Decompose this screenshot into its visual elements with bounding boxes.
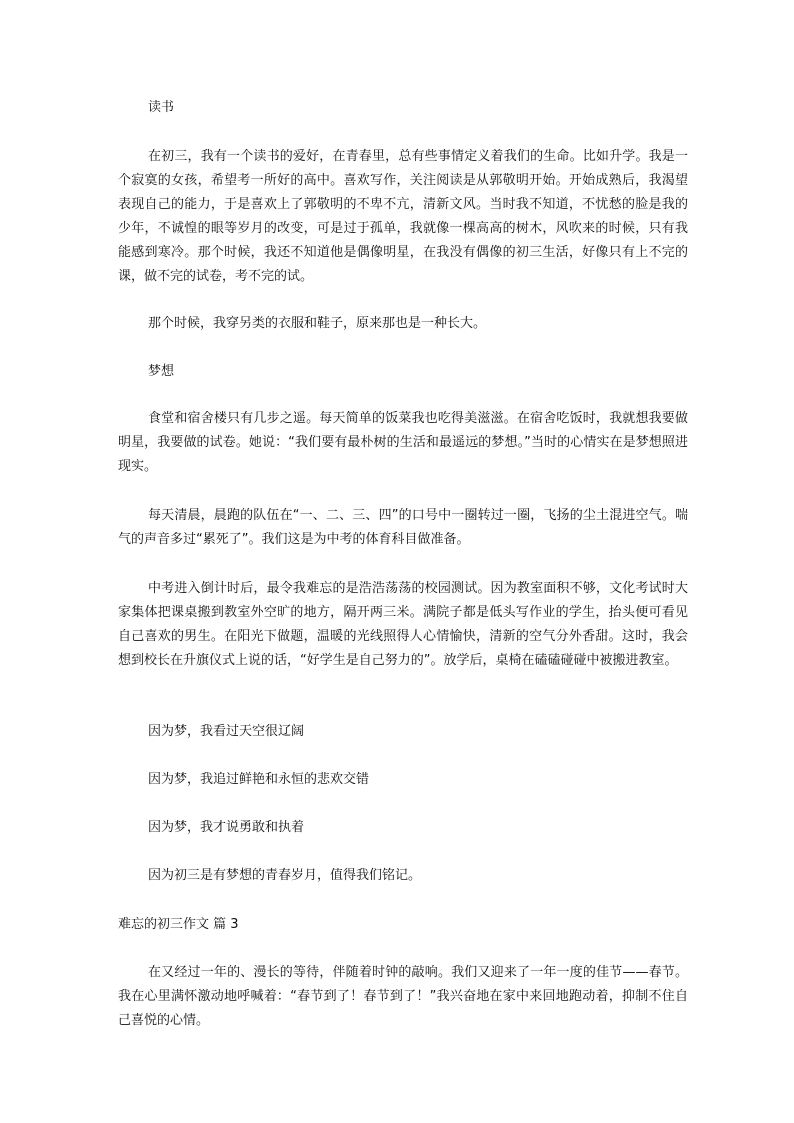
poem-line-2: 因为梦，我追过鲜艳和永恒的悲欢交错 xyxy=(148,772,370,787)
paragraph-morning-run: 每天清晨，晨跑的队伍在“一、二、三、四”的口号中一圈转过一圈，飞扬的尘土混进空气。喘气的声音多过“累死了”。我们这是为中考的体育科目做准备。 xyxy=(118,508,688,547)
section-title: 难忘的初三作文 篇 3 xyxy=(118,917,239,932)
poem-line-4: 因为初三是有梦想的青春岁月，值得我们铭记。 xyxy=(148,868,422,883)
paragraph-exam: 中考进入倒计时后，最令我难忘的是浩浩荡荡的校园测试。因为教室面积不够，文化考试时大家集体把课桌搬到教室外空旷的地方，隔开两三米。满院子都是低头写作业的学生，抬头便可看见自己喜欢的男生。在阳光下做题，温暖的光线照得人心情愉快，清新的空气分外香甜。这时，我会想到校长在升旗仪式上说的话，“好学生是自己努力的”。放学后，桌椅在磕磕碰碰中被搬进教室。 xyxy=(118,581,688,668)
paragraph-spring-festival: 在又经过一年的、漫长的等待，伴随着时钟的敲响。我们又迎来了一年一度的佳节——春节。我在心里满怀激动地呼喊着：“春节到了！春节到了！”我兴奋地在家中来回地跑动着，抑制不住自己喜悦的心情。 xyxy=(118,965,688,1028)
paragraph-canteen: 食堂和宿舍楼只有几步之遥。每天简单的饭菜我也吃得美滋滋。在宿舍吃饭时，我就想我要做明星，我要做的试卷。她说：“我们要有最朴树的生活和最遥远的梦想。”当时的心情实在是梦想照进现实。 xyxy=(118,411,688,474)
subheading-reading: 读书 xyxy=(148,100,175,115)
paragraph-reading: 在初三，我有一个读书的爱好，在青春里，总有些事情定义着我们的生命。比如升学。我是一个寂寞的女孩，希望考一所好的高中。喜欢写作，关注阅读是从郭敬明开始。开始成熟后，我渴望表现自己的能力，于是喜欢上了郭敬明的不卑不亢，清新文风。当时我不知道，不忧愁的脸是我的少年，不诚惶的眼等岁月的改变，可是过于孤单，我就像一棵高高的树木，风吹来的时候，只有我能感到寒冷。那个时候，我还不知道他是偶像明星，在我没有偶像的初三生活，好像只有上不完的课，做不完的试卷，考不完的试。 xyxy=(118,149,688,284)
poem-line-1: 因为梦，我看过天空很辽阔 xyxy=(148,724,305,739)
subheading-dream: 梦想 xyxy=(148,364,175,379)
paragraph-growing-up: 那个时候，我穿另类的衣服和鞋子，原来那也是一种长大。 xyxy=(148,316,487,331)
poem-line-3: 因为梦，我才说勇敢和执着 xyxy=(148,820,305,835)
